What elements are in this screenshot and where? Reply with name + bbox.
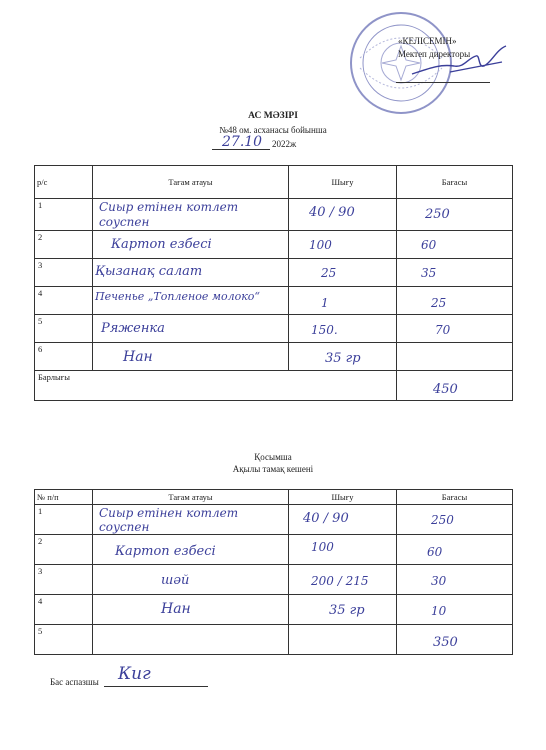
dish-price: 250 — [431, 513, 454, 527]
dish-name: Картоп езбесі — [115, 544, 216, 559]
menu-date: 27.10 — [222, 134, 263, 150]
menu-title: АС МӘЗІРІ — [248, 111, 298, 121]
row-number: 5 — [38, 316, 43, 326]
row-number: 5 — [38, 626, 43, 636]
dish-name: Сиыр етінен котлет соуспен — [99, 506, 239, 534]
table-row — [35, 505, 513, 535]
chef-signature: Киг — [118, 664, 151, 684]
row-number: 2 — [38, 232, 43, 242]
total-label: Барлығы — [38, 372, 70, 382]
table-row — [35, 231, 513, 259]
dish-yield: 40 / 90 — [303, 511, 349, 526]
chef-label: Бас аспазшы — [50, 677, 99, 687]
dish-yield: 100 — [309, 238, 332, 252]
paid-menu-table — [34, 489, 513, 655]
dish-yield: 35 гр — [325, 351, 361, 366]
total-row — [35, 371, 513, 401]
dish-price: 250 — [425, 207, 450, 222]
dish-yield: 150. — [311, 323, 338, 337]
col-header-num: № п/п — [35, 490, 93, 505]
col-header-yield: Шығу — [289, 490, 397, 505]
table-row — [35, 259, 513, 287]
table-row — [35, 535, 513, 565]
table-row — [35, 199, 513, 231]
table-row — [35, 625, 513, 655]
row-number: 3 — [38, 566, 43, 576]
dish-price: 25 — [431, 296, 447, 310]
dish-name: Картоп езбесі — [111, 237, 212, 252]
dish-name: Нан — [161, 601, 191, 617]
col-header-name: Тағам атауы — [93, 490, 289, 505]
col-header-name: Тағам атауы — [93, 166, 289, 199]
table-row — [35, 343, 513, 371]
row-number: 6 — [38, 344, 43, 354]
row-number: 4 — [38, 596, 43, 606]
table-row — [35, 315, 513, 343]
dish-yield: 35 гр — [329, 603, 365, 618]
appendix-subtitle: Ақылы тамақ кешені — [232, 464, 314, 474]
dish-yield: 100 — [311, 540, 334, 554]
dish-name: Печенье „Топленое молоко“ — [95, 290, 261, 303]
col-header-price: Бағасы — [397, 490, 513, 505]
dish-yield: 200 / 215 — [311, 574, 369, 588]
appendix-title: Қосымша — [254, 452, 292, 462]
dish-price: 350 — [433, 635, 458, 650]
total-value: 450 — [433, 382, 458, 397]
menu-subtitle: №48 ом. асханасы бойынша — [219, 125, 327, 135]
director-signature — [410, 44, 510, 84]
approval-underline — [396, 82, 490, 83]
date-underline — [212, 149, 270, 150]
menu-table — [34, 165, 513, 401]
dish-yield: 40 / 90 — [309, 205, 355, 220]
row-number: 2 — [38, 536, 43, 546]
dish-yield: 1 — [321, 296, 329, 310]
approval-line-2: Мектеп директоры — [398, 49, 471, 59]
table-row — [35, 595, 513, 625]
dish-name: шәй — [161, 573, 190, 588]
dish-name: Нан — [123, 349, 153, 365]
row-number: 1 — [38, 506, 43, 516]
dish-price: 70 — [435, 323, 451, 337]
col-header-price: Бағасы — [397, 166, 513, 199]
row-number: 1 — [38, 200, 43, 210]
col-header-num: р/с — [35, 166, 93, 199]
col-header-yield: Шығу — [289, 166, 397, 199]
dish-price: 60 — [421, 238, 437, 252]
dish-name: Ряженка — [101, 321, 165, 336]
approval-line-1: «КЕЛІСЕМІН» — [398, 36, 457, 46]
dish-name: Сиыр етінен котлет соуспен — [99, 200, 239, 229]
dish-price: 30 — [431, 574, 447, 588]
table-row — [35, 287, 513, 315]
dish-yield: 25 — [321, 266, 337, 280]
dish-price: 35 — [421, 266, 437, 280]
table-row — [35, 565, 513, 595]
dish-price: 60 — [427, 545, 443, 559]
row-number: 4 — [38, 288, 43, 298]
menu-year: 2022ж — [272, 139, 297, 149]
chef-signature-line — [104, 686, 208, 687]
row-number: 3 — [38, 260, 43, 270]
dish-name: Қызанақ салат — [95, 264, 203, 279]
dish-price: 10 — [431, 604, 447, 618]
